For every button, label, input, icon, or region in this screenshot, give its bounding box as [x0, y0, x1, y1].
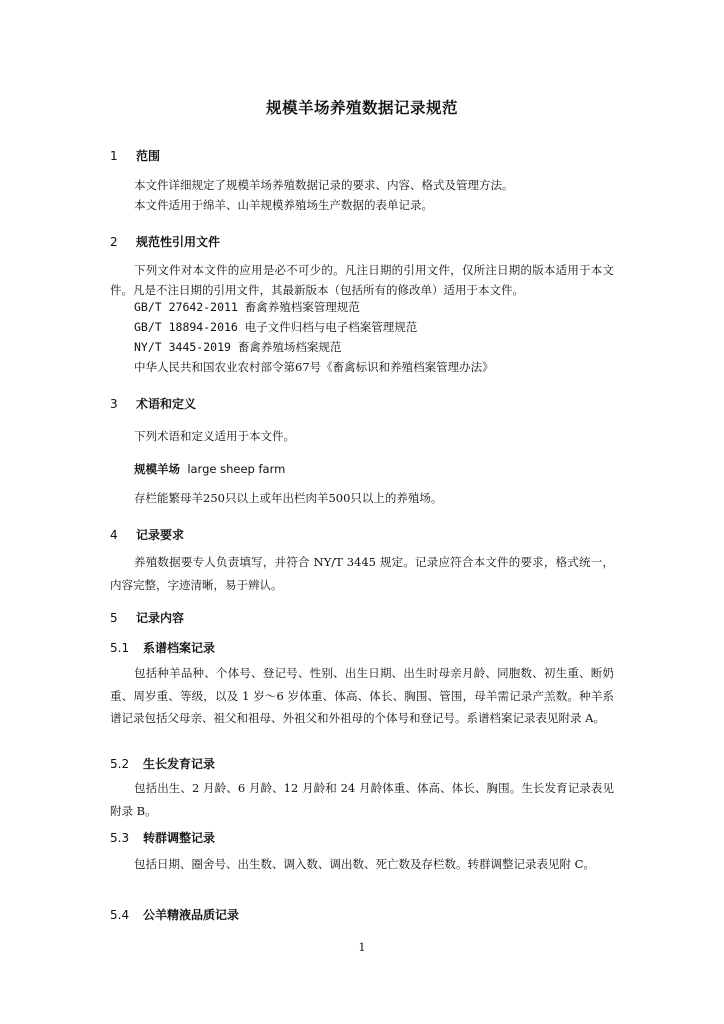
section-4-heading — [110, 526, 184, 543]
subsection-5-1-heading — [110, 639, 215, 656]
subsection-title: 系谱档案记录 — [143, 641, 216, 655]
subsection-5-4-heading — [110, 906, 239, 923]
section-number: 1 — [110, 149, 118, 163]
term-english: large sheep farm — [187, 462, 286, 476]
term-definition: 存栏能繁母羊250只以上或年出栏肉羊500只以上的养殖场。 — [134, 491, 443, 505]
subsection-number: 5.3 — [110, 831, 130, 845]
subsection-title: 生长发育记录 — [143, 757, 216, 771]
subsection-5-3-heading — [110, 829, 215, 846]
section-number: 5 — [110, 611, 118, 625]
section-number: 2 — [110, 235, 118, 249]
section-title: 记录要求 — [136, 528, 185, 542]
term-entry — [134, 461, 285, 477]
subsection-number: 5.4 — [110, 908, 130, 922]
term-chinese: 规模羊场 — [134, 462, 180, 476]
subsection-title: 转群调整记录 — [143, 831, 216, 845]
subsection-number: 5.2 — [110, 757, 130, 771]
transfer-record-paragraph: 包括日期、圈舍号、出生数、调入数、调出数、死亡数及存栏数。转群调整记录表见附 C。 — [134, 857, 595, 871]
section-title: 范围 — [136, 149, 161, 163]
reference-item: GB/T 18894-2016 电子文件归档与电子档案管理规范 — [134, 320, 418, 334]
section-title: 规范性引用文件 — [136, 235, 221, 249]
terms-intro: 下列术语和定义适用于本文件。 — [134, 429, 295, 443]
document-title: 规模羊场养殖数据记录规范 — [265, 99, 458, 117]
page-number: 1 — [358, 941, 366, 954]
section-5-heading — [110, 609, 184, 626]
scope-line-1: 本文件详细规定了规模羊场养殖数据记录的要求、内容、格式及管理方法。 — [134, 178, 514, 192]
section-number: 3 — [110, 397, 118, 411]
growth-record-paragraph: 包括出生、2 月龄、6 月龄、12 月龄和 24 月龄体重、体高、体长、胸围。生长发育记录表见附录 B。 — [110, 781, 614, 818]
subsection-5-2-heading — [110, 755, 215, 772]
normative-references-paragraph: 下列文件对本文件的应用是必不可少的。凡注日期的引用文件，仅所注日期的版本适用于本文件。凡是不注日期的引用文件，其最新版本（包括所有的修改单）适用于本文件。 — [110, 263, 614, 297]
reference-item: 中华人民共和国农业农村部令第67号《畜禽标识和养殖档案管理办法》 — [134, 360, 494, 374]
reference-item: NY/T 3445-2019 畜禽养殖场档案规范 — [134, 340, 342, 354]
reference-item: GB/T 27642-2011 畜禽养殖档案管理规范 — [134, 300, 360, 314]
section-number: 4 — [110, 528, 118, 542]
subsection-title: 公羊精液品质记录 — [143, 908, 240, 922]
section-2-heading — [110, 233, 220, 250]
record-requirements-paragraph: 养殖数据要专人负责填写，并符合 NY/T 3445 规定。记录应符合本文件的要求，格式统一，内容完整，字迹清晰，易于辨认。 — [110, 555, 614, 592]
section-3-heading — [110, 395, 196, 412]
subsection-number: 5.1 — [110, 641, 130, 655]
section-title: 术语和定义 — [136, 397, 197, 411]
pedigree-record-paragraph: 包括种羊品种、个体号、登记号、性别、出生日期、出生时母亲月龄、同胞数、初生重、断奶重、周岁重、等级，以及 1 岁～6 岁体重、体高、体长、胸围、管围，母羊需记录产羔数。种羊系谱记录包括父母亲、祖父和祖母、外祖父和外祖母的个体号和登记号。系谱档案记录表见附录 A。 — [110, 666, 614, 725]
section-title: 记录内容 — [136, 611, 185, 625]
scope-line-2: 本文件适用于绵羊、山羊规模养殖场生产数据的表单记录。 — [134, 198, 433, 212]
section-1-heading — [110, 147, 160, 164]
